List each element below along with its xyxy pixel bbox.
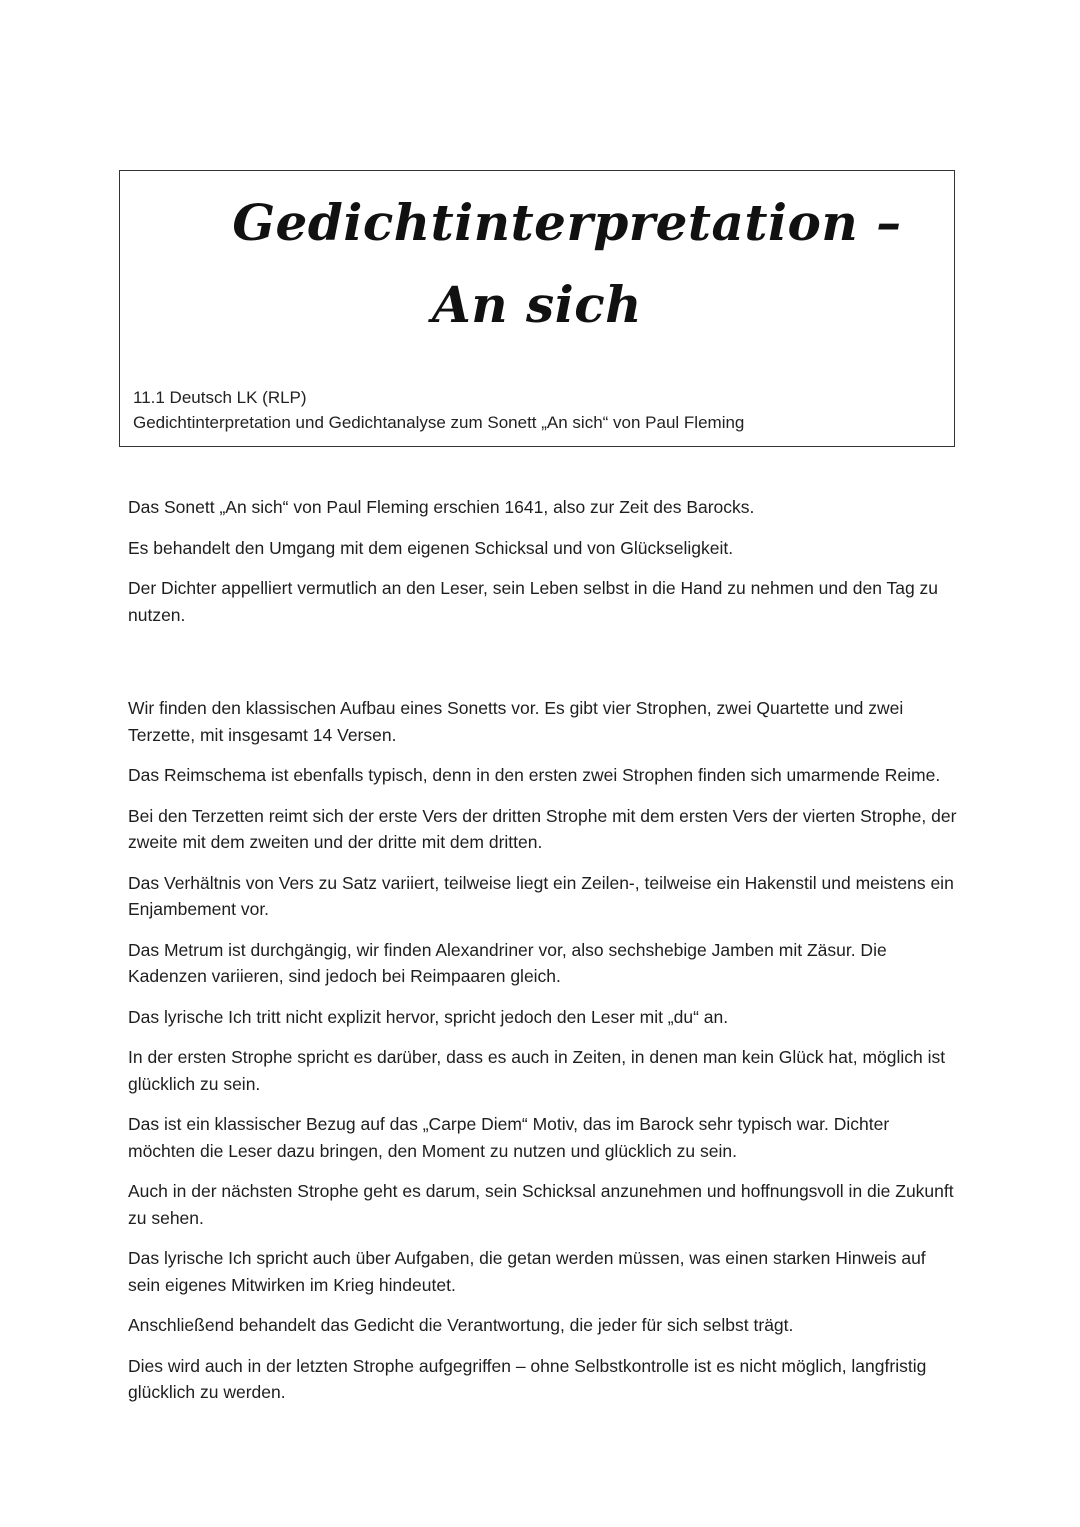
paragraph: Der Dichter appelliert vermutlich an den Leser, sein Leben selbst in die Hand zu nehmen und den Tag zu nutzen. (128, 578, 939, 625)
paragraph: Wir finden den klassischen Aufbau eines Sonetts vor. Es gibt vier Strophen, zwei Quartette und zwei Terzette, mit insgesamt 14 Versen. (128, 698, 904, 745)
paragraph: Das lyrische Ich spricht auch über Aufgaben, die getan werden müssen, was einen starken Hinweis auf sein eigenes Mitwirken im Krieg hindeutet. (128, 1248, 926, 1295)
paragraph: Das Verhältnis von Vers zu Satz variiert, teilweise liegt ein Zeilen-, teilweise ein Hakenstil und meistens ein Enjambement vor. (128, 872, 954, 919)
paragraph: Das Reimschema ist ebenfalls typisch, denn in den ersten zwei Strophen finden sich umarmende Reime. (128, 765, 941, 785)
document-meta (133, 385, 744, 435)
paragraph: Anschließend behandelt das Gedicht die Verantwortung, die jeder für sich selbst trägt. (128, 1315, 794, 1335)
paragraph: Dies wird auch in der letzten Strophe aufgegriffen – ohne Selbstkontrolle ist es nicht möglich, langfristig glücklich zu werden. (128, 1355, 927, 1402)
document-subtitle: Gedichtinterpretation und Gedichtanalyse zum Sonett „An sich“ von Paul Fleming (133, 413, 745, 432)
paragraph: In der ersten Strophe spricht es darüber, dass es auch in Zeiten, in denen man kein Glück hat, möglich ist glücklich zu sein. (128, 1047, 946, 1094)
page-title-line-1: Gedichtinterpretation – (232, 193, 902, 252)
paragraph: Bei den Terzetten reimt sich der erste Vers der dritten Strophe mit dem ersten Vers der vierten Strophe, der zweite mit dem zweiten und der dritte mit dem dritten. (128, 805, 957, 852)
paragraph: Das Metrum ist durchgängig, wir finden Alexandriner vor, also sechshebige Jamben mit Zäsur. Die Kadenzen variieren, sind jedoch bei Reimpaaren gleich. (128, 939, 887, 986)
paragraph: Das lyrische Ich tritt nicht explizit hervor, spricht jedoch den Leser mit „du“ an. (128, 1006, 729, 1027)
page-title-line-2: An sich (432, 275, 642, 334)
paragraph: Das Sonett „An sich“ von Paul Fleming erschien 1641, also zur Zeit des Barocks. (128, 497, 755, 517)
title-box (119, 170, 955, 447)
document-body (128, 494, 958, 1420)
course-label: 11.1 Deutsch LK (RLP) (133, 388, 307, 407)
paragraph: Das ist ein klassischer Bezug auf das „Carpe Diem“ Motiv, das im Barock sehr typisch war. Dichter möchten die Leser dazu bringen, den Moment zu nutzen und glücklich zu sein. (128, 1114, 890, 1161)
paragraph: Auch in der nächsten Strophe geht es darum, sein Schicksal anzunehmen und hoffnungsvoll in die Zukunft zu sehen. (128, 1181, 954, 1228)
paragraph: Es behandelt den Umgang mit dem eigenen Schicksal und von Glückseligkeit. (128, 537, 734, 558)
